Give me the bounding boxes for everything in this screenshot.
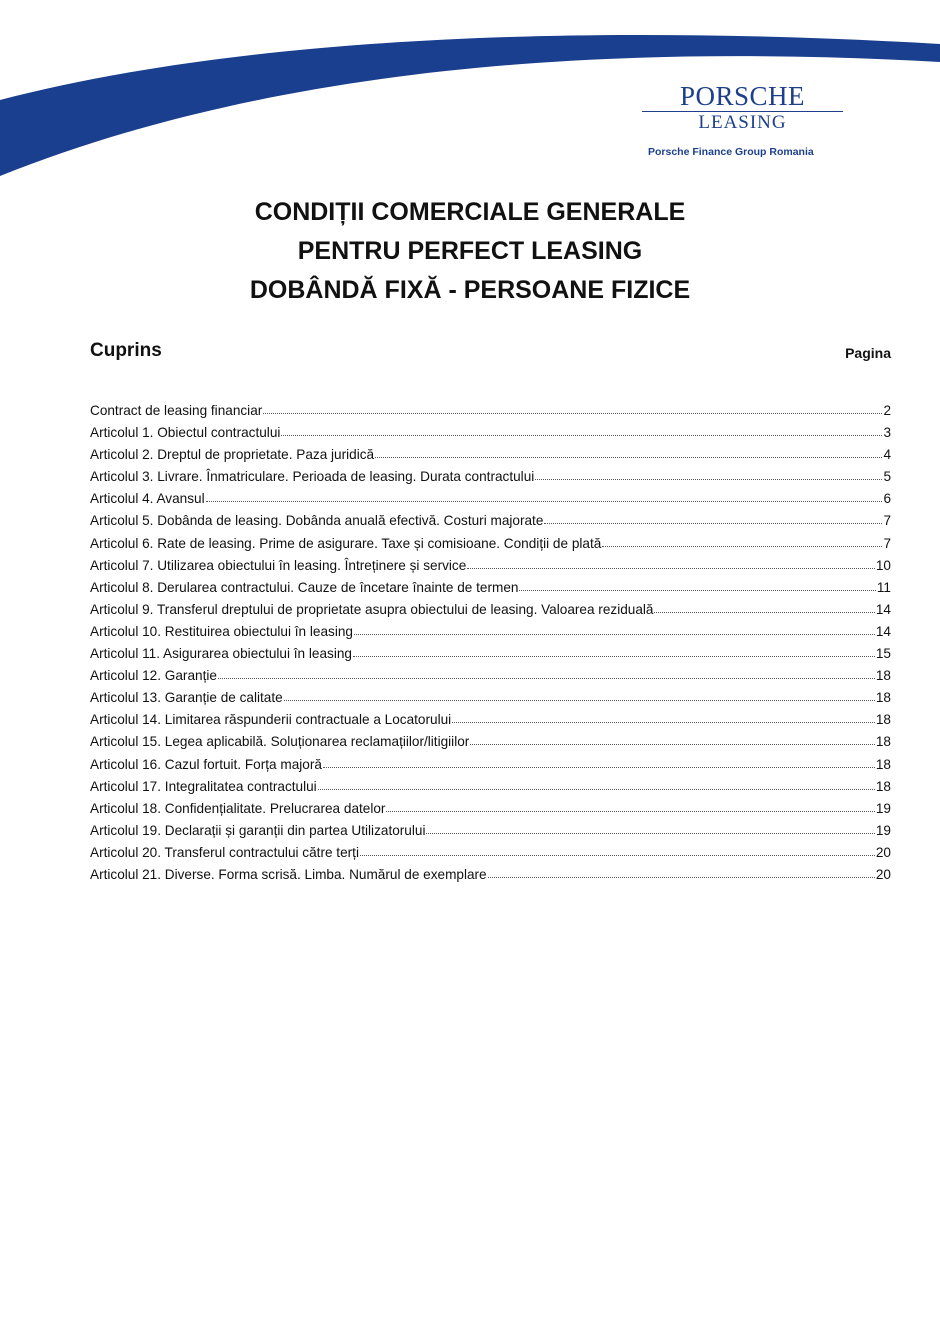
toc-entry-label: Articolul 19. Declarații și garanții din partea Utilizatorului	[90, 822, 426, 838]
toc-entry-label: Articolul 4. Avansul	[90, 491, 205, 507]
toc-dot-leader	[375, 457, 882, 458]
toc-dot-leader	[470, 744, 875, 745]
porsche-leasing-logo	[640, 82, 845, 133]
logo-leasing-text: LEASING	[698, 112, 787, 133]
toc-entry[interactable]	[90, 668, 891, 690]
toc-entry-label: Articolul 1. Obiectul contractului	[90, 425, 281, 441]
toc-entry-page: 6	[883, 491, 891, 507]
toc-entry[interactable]	[90, 580, 891, 602]
toc-entry-label: Articolul 10. Restituirea obiectului în leasing	[90, 623, 353, 639]
toc-entry-page: 5	[883, 469, 891, 485]
toc-entry[interactable]	[90, 602, 891, 624]
toc-entry[interactable]	[90, 690, 891, 712]
toc-page-heading: Pagina	[845, 345, 891, 361]
toc-dot-leader	[488, 877, 875, 878]
title-line-1: CONDIȚII COMERCIALE GENERALE	[254, 198, 686, 226]
toc-entry-page: 2	[883, 403, 891, 418]
toc-entry-label: Articolul 17. Integralitatea contractului	[90, 778, 317, 794]
toc-entry[interactable]	[90, 624, 891, 646]
toc-entry-page: 20	[875, 844, 891, 860]
toc-entry[interactable]	[90, 712, 891, 734]
toc-entry-page: 10	[875, 557, 891, 573]
toc-entry-label: Articolul 2. Dreptul de proprietate. Paza juridică	[90, 447, 375, 463]
toc-dot-leader	[354, 634, 875, 635]
toc-dot-leader	[218, 678, 875, 679]
table-of-contents	[90, 403, 891, 889]
toc-entry-label: Articolul 16. Cazul fortuit. Forța majoră	[90, 756, 322, 772]
toc-entry-label: Articolul 21. Diverse. Forma scrisă. Limba. Numărul de exemplare	[90, 866, 487, 882]
toc-header	[90, 340, 891, 364]
toc-entry-page: 15	[875, 646, 891, 662]
toc-entry-page: 11	[876, 579, 891, 595]
toc-entry-label: Articolul 13. Garanție de calitate	[90, 690, 283, 706]
title-line-3: DOBÂNDĂ FIXĂ - PERSOANE FIZICE	[249, 276, 691, 304]
toc-entry-page: 4	[883, 447, 891, 463]
toc-entry-label: Articolul 6. Rate de leasing. Prime de asigurare. Taxe și comisioane. Condiții de plată	[90, 535, 602, 551]
toc-entry[interactable]	[90, 469, 891, 491]
toc-dot-leader	[426, 833, 874, 834]
toc-entry[interactable]	[90, 491, 891, 513]
toc-dot-leader	[353, 656, 875, 657]
toc-entry-label: Articolul 9. Transferul dreptului de proprietate asupra obiectului de leasing. Valoarea reziduală	[90, 601, 654, 617]
toc-dot-leader	[386, 811, 874, 812]
toc-dot-leader	[602, 546, 882, 547]
toc-dot-leader	[519, 590, 875, 591]
toc-entry-page: 18	[875, 668, 891, 684]
toc-dot-leader	[360, 855, 875, 856]
toc-entry[interactable]	[90, 779, 891, 801]
toc-entry-label: Articolul 8. Derularea contractului. Cauze de încetare înainte de termen	[90, 579, 519, 595]
toc-entry-label: Articolul 18. Confidențialitate. Prelucrarea datelor	[90, 800, 386, 816]
toc-entry-page: 14	[875, 601, 891, 617]
toc-dot-leader	[452, 722, 875, 723]
toc-entry-label: Articolul 11. Asigurarea obiectului în leasing	[90, 646, 352, 662]
toc-entry-page: 18	[875, 778, 891, 794]
toc-entry-label: Articolul 20. Transferul contractului către terți	[90, 844, 359, 860]
toc-entry-label: Articolul 15. Legea aplicabilă. Soluționarea reclamațiilor/litigiilor	[90, 734, 470, 750]
toc-dot-leader	[544, 523, 882, 524]
toc-entry[interactable]	[90, 447, 891, 469]
toc-dot-leader	[206, 501, 883, 502]
toc-entry[interactable]	[90, 757, 891, 779]
logo-porsche-text: PORSCHE	[679, 81, 806, 111]
document-title	[0, 193, 940, 310]
toc-entry-page: 18	[875, 756, 891, 772]
toc-entry[interactable]	[90, 558, 891, 580]
toc-entry[interactable]	[90, 734, 891, 756]
toc-entry-page: 19	[875, 800, 891, 816]
toc-entry-page: 3	[883, 425, 891, 441]
toc-dot-leader	[281, 435, 882, 436]
toc-entry-page: 18	[875, 690, 891, 706]
toc-entry-page: 18	[875, 734, 891, 750]
toc-entry-page: 7	[883, 513, 891, 529]
toc-entry-page: 18	[875, 712, 891, 728]
toc-entry-label: Articolul 12. Garanție	[90, 668, 217, 684]
toc-dot-leader	[263, 413, 882, 414]
toc-entry[interactable]	[90, 646, 891, 668]
toc-entry[interactable]	[90, 513, 891, 535]
toc-dot-leader	[654, 612, 874, 613]
toc-entry[interactable]	[90, 867, 891, 889]
toc-entry[interactable]	[90, 536, 891, 558]
toc-dot-leader	[284, 700, 875, 701]
toc-entry[interactable]	[90, 823, 891, 845]
toc-entry-label: Contract de leasing financiar	[90, 403, 263, 418]
toc-entry-page: 7	[883, 535, 891, 551]
toc-entry[interactable]	[90, 425, 891, 447]
toc-dot-leader	[467, 568, 875, 569]
toc-dot-leader	[318, 789, 875, 790]
toc-entry-page: 19	[875, 822, 891, 838]
toc-entry-label: Articolul 5. Dobânda de leasing. Dobânda anuală efectivă. Costuri majorate	[90, 513, 544, 529]
toc-entry-page: 14	[875, 623, 891, 639]
title-line-2: PENTRU PERFECT LEASING	[297, 237, 643, 265]
toc-entry-label: Articolul 7. Utilizarea obiectului în leasing. Întreținere și service	[90, 557, 467, 573]
group-name: Porsche Finance Group Romania	[648, 146, 814, 158]
toc-entry-label: Articolul 3. Livrare. Înmatriculare. Perioada de leasing. Durata contractului	[90, 469, 535, 485]
toc-dot-leader	[535, 479, 882, 480]
toc-heading: Cuprins	[90, 340, 162, 361]
toc-entry[interactable]	[90, 403, 891, 425]
toc-entry-page: 20	[875, 866, 891, 882]
toc-entry[interactable]	[90, 845, 891, 867]
toc-entry-label: Articolul 14. Limitarea răspunderii contractuale a Locatorului	[90, 712, 452, 728]
toc-dot-leader	[323, 767, 875, 768]
toc-entry[interactable]	[90, 801, 891, 823]
